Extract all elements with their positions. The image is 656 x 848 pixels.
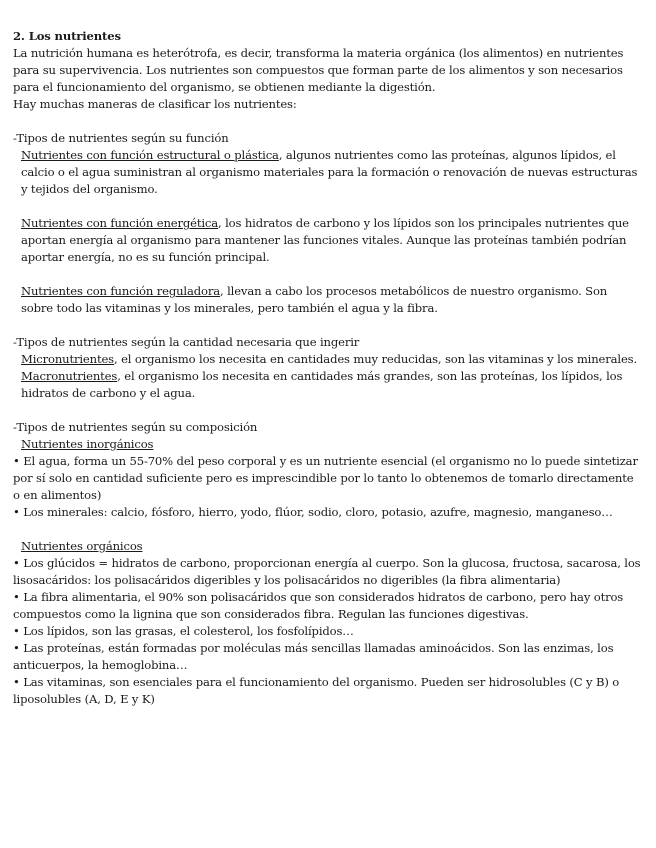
list-item: • Los lípidos, son las grasas, el colesterol, los fosfolípidos… bbox=[13, 624, 354, 638]
section-title: 2. Los nutrientes bbox=[13, 29, 121, 43]
list-item: • El agua, forma un 55-70% del peso corporal y es un nutriente esencial (el organismo no lo puede sintetizar por sí solo en cantidad suficiente pero es imprescindible por lo tanto lo obtenemos de tomarlo directamente o en alimentos) bbox=[13, 454, 638, 502]
energetic-nutrients-term: Nutrientes con función energética bbox=[21, 216, 219, 230]
regulatory-nutrients-text: , llevan a cabo los procesos metabólicos de nuestro organismo. Son sobre todo las vitaminas y los minerales, pero también el agua y la fibra. bbox=[21, 284, 608, 315]
function-heading: -Tipos de nutrientes según su función bbox=[13, 131, 229, 145]
structural-nutrients-term: Nutrientes con función estructural o plástica bbox=[21, 148, 279, 162]
macronutrients-term: Macronutrientes bbox=[21, 369, 118, 383]
quantity-heading: -Tipos de nutrientes según la cantidad necesaria que ingerir bbox=[13, 335, 360, 349]
macronutrients-paragraph bbox=[13, 368, 642, 402]
micronutrients-paragraph bbox=[13, 351, 642, 368]
list-item: • Las proteínas, están formadas por moléculas más sencillas llamadas aminoácidos. Son las enzimas, los anticuerpos, la hemoglobina… bbox=[13, 641, 614, 672]
macronutrients-text: , el organismo los necesita en cantidades más grandes, son las proteínas, los lípidos, los hidratos de carbono y el agua. bbox=[21, 369, 623, 400]
energetic-nutrients-text: , los hidratos de carbono y los lípidos son los principales nutrientes que aportan energía al organismo para mantener las funciones vitales. Aunque las proteínas también podrían aportar energía, no es su función principal. bbox=[21, 216, 629, 264]
list-item: • Los glúcidos = hidratos de carbono, proporcionan energía al cuerpo. Son la glucosa, fructosa, sacarosa, los lisosacáridos: los polisacáridos digeribles y los polisacáridos no digeribles (la fibra alimentaria) bbox=[13, 556, 641, 587]
micronutrients-term: Micronutrientes bbox=[21, 352, 114, 366]
structural-nutrients-paragraph bbox=[13, 147, 642, 198]
composition-heading: -Tipos de nutrientes según su composición bbox=[13, 420, 258, 434]
organic-nutrients-term: Nutrientes orgánicos bbox=[21, 539, 143, 553]
micronutrients-text: , el organismo los necesita en cantidades muy reducidas, son las vitaminas y los minerales. bbox=[114, 352, 638, 366]
intro-paragraph: La nutrición humana es heterótrofa, es decir, transforma la materia orgánica (los alimentos) en nutrientes para su supervivencia. Los nutrientes son compuestos que forman parte de los alimentos y son necesarios para el funcionamiento del organismo, se obtienen mediante la digestión. bbox=[13, 46, 624, 94]
intro-paragraph: Hay muchas maneras de clasificar los nutrientes: bbox=[13, 97, 297, 111]
regulatory-nutrients-term: Nutrientes con función reguladora bbox=[21, 284, 221, 298]
energetic-nutrients-paragraph bbox=[13, 215, 642, 266]
list-item: • Las vitaminas, son esenciales para el funcionamiento del organismo. Pueden ser hidrosolubles (C y B) o liposolubles (A, D, E y K) bbox=[13, 675, 620, 706]
regulatory-nutrients-paragraph bbox=[13, 283, 642, 317]
list-item: • Los minerales: calcio, fósforo, hierro, yodo, flúor, sodio, cloro, potasio, azufre, magnesio, manganeso… bbox=[13, 505, 613, 519]
list-item: • La fibra alimentaria, el 90% son polisacáridos que son considerados hidratos de carbono, pero hay otros compuestos como la lignina que son considerados fibra. Regulan las funciones digestivas. bbox=[13, 590, 624, 621]
structural-nutrients-text: , algunos nutrientes como las proteínas, algunos lípidos, el calcio o el agua suministran al organismo materiales para la formación o renovación de nuevas estructuras y tejidos del organismo. bbox=[21, 148, 638, 196]
inorganic-nutrients-term: Nutrientes inorgánicos bbox=[21, 437, 154, 451]
